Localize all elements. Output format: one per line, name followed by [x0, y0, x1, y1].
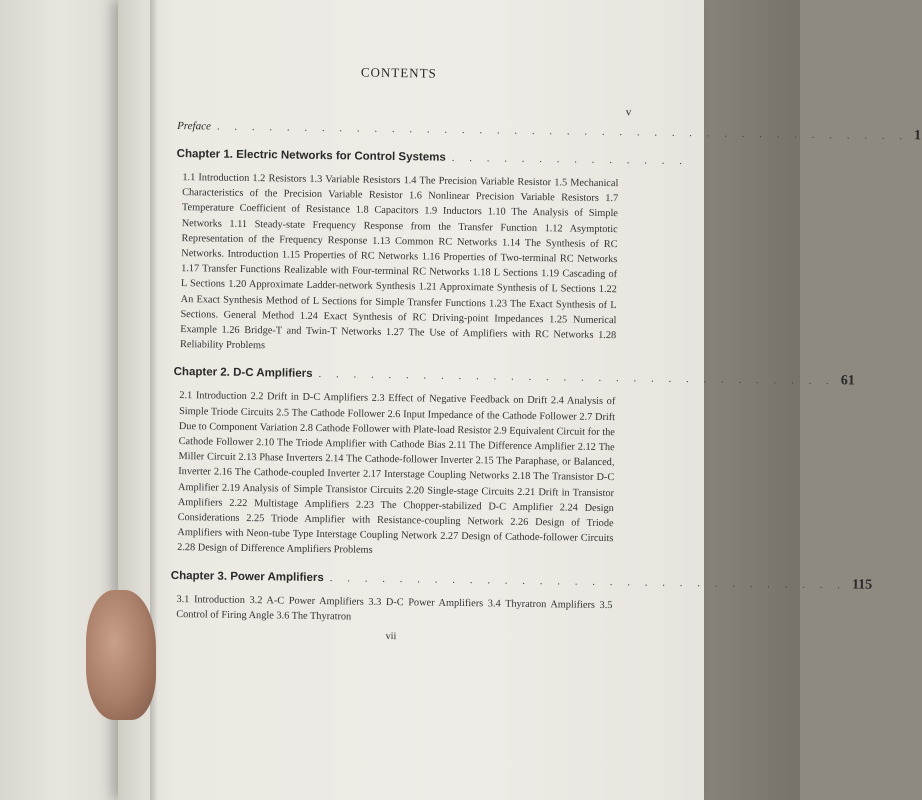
leader-dots: . . . . . . . . . . . . . . . . . . . . . . . . . . . . . .: [329, 571, 847, 592]
chapter-2: [171, 364, 855, 561]
chapter-label: Chapter 2.: [173, 366, 230, 380]
preface-entry: [177, 118, 922, 144]
preface-label: Preface: [177, 119, 211, 133]
chapter-sections: 1.1 Introduction 1.2 Resistors 1.3 Variable Resistors 1.4 The Precision Variable Resistor 1.5 Mechanical Characteristics of the Precision Variable Resistor 1.6 Nonlinear Precision Variable Resistors 1.7 Temperature Coefficient of Resistance 1.8 Capacitors 1.9 Inductors 1.10 The Analysis of Simple Networks 1.11 Steady-state Frequency Response from the Transfer Function 1.12 Asymptotic Representation of the Frequency Response 1.13 Common RC Networks 1.14 The Synthesis of RC Networks. Introduction 1.15 Properties of RC Networks 1.16 Properties of Two-terminal RC Networks 1.17 Transfer Functions Realizable with Four-terminal RC Networks 1.18 L Sections 1.19 Cascading of L Sections 1.20 Approximate Ladder-network Synthesis 1.21 Approximate Synthesis of L Sections 1.22 An Exact Synthesis Method of L Sections for Simple Transfer Functions 1.23 The Exact Synthesis of L Sections. General Method 1.24 Exact Synthesis of RC Driving-point Impedances 1.25 Numerical Example 1.26 Bridge-T and Twin-T Networks 1.27 The Use of Amplifiers with RC Networks 1.28 Reliability Problems: [179, 172, 619, 352]
leader-dots: . . . . . . . . . . . . . .: [451, 151, 689, 168]
chapter-name: D-C Amplifiers: [233, 367, 313, 381]
chapter-name: Power Amplifiers: [230, 570, 324, 584]
chapter-sections: 3.1 Introduction 3.2 A-C Power Amplifiers 3.3 D-C Power Amplifiers 3.4 Thyratron Amplifiers 3.5 Control of Firing Angle 3.6 The Thyratron: [176, 593, 613, 623]
preface-page: 1: [913, 128, 922, 144]
leader-dots: . . . . . . . . . . . . . . . . . . . . . . . . . . . . . .: [318, 368, 835, 388]
contents-block: [170, 62, 922, 645]
chapter-page: 61: [840, 373, 855, 389]
thumb: [86, 590, 156, 720]
chapter-label: Chapter 3.: [170, 569, 228, 583]
chapter-page: 115: [851, 577, 873, 593]
leader-dots: . . . . . . . . . . . . . . . . . . . . . . . . . . . . . . . . . . . . . . . .: [216, 120, 909, 143]
footer-page-number: vii: [385, 631, 397, 643]
chapter-sections: 2.1 Introduction 2.2 Drift in D-C Amplifiers 2.3 Effect of Negative Feedback on Drift 2.4 Analysis of Simple Triode Circuits 2.5 The Cathode Follower 2.6 Input Impedance of the Cathode Follower 2.7 Drift Due to Component Variation 2.8 Cathode Follower with Plate-load Resistor 2.9 Equivalent Circuit for the Cathode Follower 2.10 The Triode Amplifier with Cathode Bias 2.11 The Difference Amplifier 2.12 The Miller Circuit 2.13 Phase Inverters 2.14 The Cathode-follower Inverter 2.15 The Paraphase, or Balanced, Inverter 2.16 The Cathode-coupled Inverter 2.17 Interstage Coupling Networks 2.18 The Transistor D-C Amplifier 2.19 Analysis of Simple Transistor Circuits 2.20 Single-stage Circuits 2.21 Drift in Transistor Amplifiers 2.22 Multistage Amplifiers 2.23 The Chopper-stabilized D-C Amplifier 2.24 Design Considerations 2.25 Triode Amplifier with Resistance-coupling Network 2.26 Design of Triode Amplifiers with Neon-tube Type Interstage Coupling Network 2.27 Design of Cathode-follower Circuits 2.28 Design of Difference Amplifiers Problems: [177, 390, 616, 557]
chapter-3: [170, 568, 873, 629]
chapter-label: Chapter 1.: [176, 147, 234, 161]
background-right: [690, 0, 800, 800]
top-page-number: v: [625, 106, 632, 119]
chapter-1: [174, 146, 689, 359]
page-title: CONTENTS: [360, 64, 437, 81]
chapter-name: Electric Networks for Control Systems: [236, 148, 446, 164]
